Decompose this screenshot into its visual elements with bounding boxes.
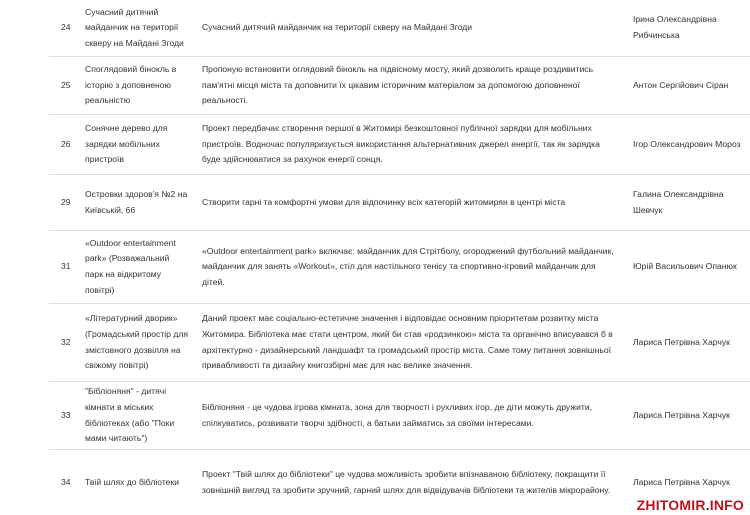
table-row (49, 115, 750, 175)
row-number: 24 (61, 22, 71, 33)
project-author: Лариса Петрівна Харчук (633, 476, 730, 487)
row-number: 33 (61, 409, 71, 420)
project-description: Проект "Твій шлях до бібліотеки" це чудова можливість зробити впізнаваною бібліотеку, покращити її зовнішній вигляд та зробити зручний, гарний шлях для відвідувачів бібліотеки та жителів мікрорайону. (202, 468, 611, 495)
row-number: 31 (61, 261, 71, 272)
project-description: «Outdoor entertainment park» включає: майданчик для Стрітболу, огороджений футбольний майданчик, майданчик для занять «Workout», стіл для настільного тенісу та спортивно-ігровий майданчик для дітей. (202, 245, 614, 287)
project-author: Лариса Петрівна Харчук (633, 409, 730, 420)
watermark-dot: . (705, 497, 710, 513)
project-author: Лариса Петрівна Харчук (633, 336, 730, 347)
project-author: Галина Олександрівна Шевчук (633, 188, 724, 215)
row-number: 32 (61, 336, 71, 347)
project-description: Проект передбачає створення першої в Житомирі безкоштовної публічної зарядки для мобільних пристроїв. Водночас популяризується використання альтернативних джерел енергії, так як зарядка буде здійснюватися за рахунок енергії сонця. (202, 123, 600, 165)
project-author: Ірина Олександрівна Рибчинська (633, 14, 717, 40)
watermark-right: INFO (709, 497, 744, 513)
table-row (49, 0, 750, 57)
watermark-left: ZHITOMIR (636, 497, 706, 513)
project-name: Твій шлях до бібліотеки (85, 476, 180, 487)
project-description: Сучасний дитячий майданчик на території скверу на Майдані Згоди (202, 22, 473, 33)
project-name: Сонячне дерево для зарядки мобільних пристроїв (85, 123, 168, 165)
project-name: «Outdoor entertainment park» (Розважальний парк на відкритому повітрі) (85, 237, 176, 295)
row-number: 29 (61, 196, 71, 207)
project-name: Сучасний дитячий майданчик на території скверу на Майдані Згоди (85, 6, 184, 48)
table-row (49, 382, 750, 450)
project-description: Даний проект має соціально-естетичне значення і відповідає основним пріоритетам розвитку міста Житомира. Бібліотека має стати центром, який би став «родзинкою» міста та органічно вписувався б в архітектурно - дизайнерський ландшафт та громадський простір міста. Саме тому питання зовнішньої привабливості та дизайну книгозбірні має для нас велике значення. (202, 313, 613, 371)
table-row (49, 231, 750, 304)
row-number: 34 (61, 476, 71, 487)
project-description: Створити гарні та комфортні умови для відпочинку всіх категорій житомирян в центрі міста (202, 196, 566, 207)
project-description: Бібліоняня - це чудова ігрова кімната, зона для творчості і рухливих ігор, де діти можуть дружити, спілкуватись, розвивати творчі здібності, а батьки займатись за своїми інтересами. (202, 401, 593, 428)
project-author: Ігор Олександрович Мороз (633, 138, 741, 149)
table-row (49, 57, 750, 115)
project-author: Антон Сергійович Сіран (633, 79, 729, 90)
site-watermark (637, 497, 744, 513)
project-name: "Бібліоняня" - дитячі кімнати в міських бібліотеках (або "Поки мами читають") (85, 386, 175, 444)
project-name: Островки здоров'я №2 на Київській, 66 (85, 188, 188, 215)
project-description: Пропоную встановити оглядовий бінокль на підвісному мосту, який дозволить краще роздивитись пам'ятні місця міста та доповнити їх цікавим історичним матеріалом за допомогою доповненої реальності. (202, 64, 594, 106)
table-row (49, 175, 750, 231)
row-number: 26 (61, 138, 71, 149)
row-number: 25 (61, 79, 71, 90)
project-name: «Літературний дворик» (Громадський простір для змістовного дозвілля на свіжому повітрі) (85, 313, 189, 371)
table-row (49, 304, 750, 382)
project-author: Юрій Васильович Опанюк (633, 261, 737, 272)
project-name: Споглядовий бінокль в історію з доповненою реальністю (85, 64, 177, 106)
projects-table (49, 0, 750, 515)
